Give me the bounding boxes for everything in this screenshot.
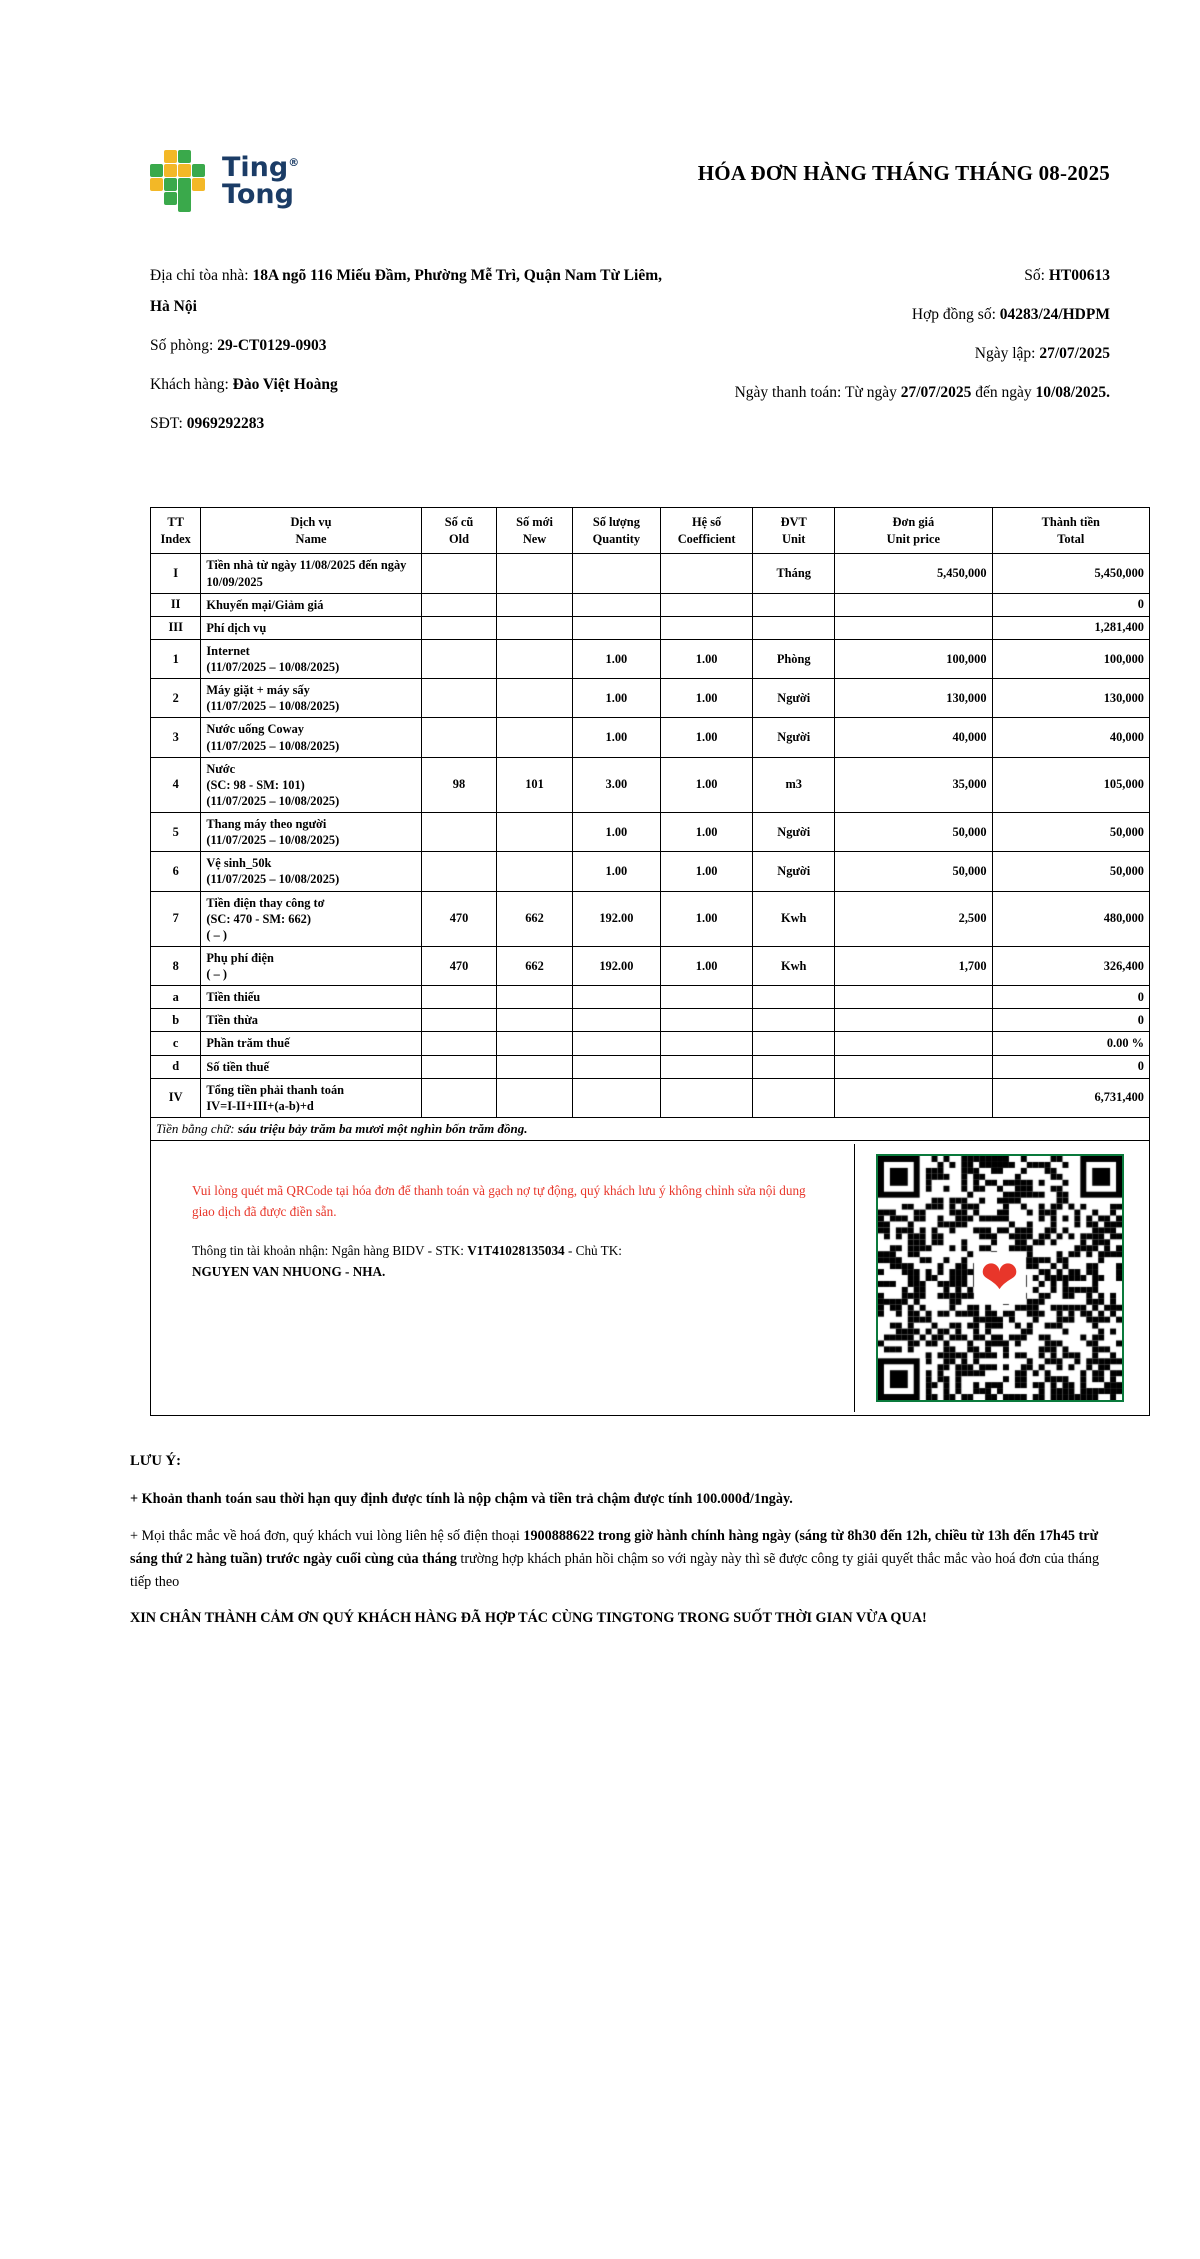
invoice-number-label: Số: bbox=[1024, 267, 1045, 284]
row-old bbox=[421, 1078, 497, 1117]
row-unit: Phòng bbox=[753, 639, 835, 678]
invoice-meta bbox=[0, 212, 1200, 447]
th-unit: ĐVT Unit bbox=[753, 508, 835, 554]
row-total: 0 bbox=[992, 593, 1149, 616]
row-old bbox=[421, 852, 497, 891]
invoice-number-line bbox=[665, 260, 1110, 291]
row-service-name: Phí dịch vụ bbox=[201, 616, 421, 639]
th-coefficient: Hệ số Coefficient bbox=[660, 508, 752, 554]
row-old bbox=[421, 1009, 497, 1032]
row-unit-price bbox=[835, 986, 992, 1009]
table-row bbox=[151, 1055, 1150, 1078]
note-item-2 bbox=[130, 1525, 1120, 1594]
bank-account-mid: - Chủ TK: bbox=[564, 1243, 622, 1259]
row-quantity: 1.00 bbox=[572, 718, 660, 757]
row-service-name: Phụ phí điện ( – ) bbox=[201, 946, 421, 985]
table-row bbox=[151, 1078, 1150, 1117]
row-old bbox=[421, 718, 497, 757]
invoice-table-wrap bbox=[0, 447, 1200, 1416]
amount-in-words-value: sáu triệu bảy trăm ba mươi một nghìn bốn trăm đồng. bbox=[237, 1120, 528, 1136]
payment-period-to: 10/08/2025. bbox=[1035, 384, 1110, 401]
row-unit bbox=[753, 986, 835, 1009]
row-new bbox=[497, 554, 573, 593]
row-index: 2 bbox=[151, 679, 201, 718]
row-quantity: 1.00 bbox=[572, 639, 660, 678]
building-address-label: Địa chỉ tòa nhà: bbox=[150, 267, 249, 284]
row-unit-price bbox=[835, 1055, 992, 1078]
phone-line bbox=[150, 408, 665, 439]
bank-account-owner: NGUYEN VAN NHUONG - NHA. bbox=[192, 1264, 386, 1280]
row-quantity bbox=[572, 1078, 660, 1117]
row-total: 326,400 bbox=[992, 946, 1149, 985]
notes-section bbox=[0, 1416, 1200, 1629]
table-row bbox=[151, 1009, 1150, 1032]
row-old bbox=[421, 813, 497, 852]
row-service-name: Thang máy theo người (11/07/2025 – 10/08/2025) bbox=[201, 813, 421, 852]
row-unit: m3 bbox=[753, 757, 835, 812]
issue-date-value: 27/07/2025 bbox=[1039, 345, 1110, 362]
table-row bbox=[151, 946, 1150, 985]
customer-line bbox=[150, 369, 665, 400]
row-quantity bbox=[572, 1032, 660, 1055]
row-coefficient: 1.00 bbox=[660, 639, 752, 678]
row-unit bbox=[753, 1032, 835, 1055]
table-row bbox=[151, 891, 1150, 946]
row-old bbox=[421, 593, 497, 616]
table-header-row bbox=[151, 508, 1150, 554]
table-row bbox=[151, 679, 1150, 718]
row-unit: Người bbox=[753, 718, 835, 757]
row-old bbox=[421, 679, 497, 718]
table-row bbox=[151, 852, 1150, 891]
row-total: 0 bbox=[992, 1055, 1149, 1078]
row-new bbox=[497, 1032, 573, 1055]
customer-value: Đào Việt Hoàng bbox=[232, 376, 338, 393]
row-new bbox=[497, 718, 573, 757]
row-service-name: Internet (11/07/2025 – 10/08/2025) bbox=[201, 639, 421, 678]
row-service-name: Khuyến mại/Giảm giá bbox=[201, 593, 421, 616]
notes-title: LƯU Ý: bbox=[130, 1452, 181, 1469]
row-index: 5 bbox=[151, 813, 201, 852]
bank-account-prefix: Thông tin tài khoản nhận: Ngân hàng BIDV - STK: bbox=[192, 1243, 468, 1259]
row-service-name: Nước uống Coway (11/07/2025 – 10/08/2025) bbox=[201, 718, 421, 757]
th-index: TT Index bbox=[151, 508, 201, 554]
row-quantity: 1.00 bbox=[572, 852, 660, 891]
payment-period-label2: đến ngày bbox=[975, 384, 1032, 401]
note-item-1 bbox=[130, 1488, 1120, 1511]
row-total: 50,000 bbox=[992, 852, 1149, 891]
invoice-table-body bbox=[151, 554, 1150, 1118]
row-index: I bbox=[151, 554, 201, 593]
row-unit-price: 130,000 bbox=[835, 679, 992, 718]
row-quantity bbox=[572, 1009, 660, 1032]
document-header bbox=[0, 0, 1200, 212]
invoice-table-head bbox=[151, 508, 1150, 554]
row-old bbox=[421, 616, 497, 639]
room-number-value: 29-CT0129-0903 bbox=[217, 337, 327, 354]
table-row bbox=[151, 1032, 1150, 1055]
contract-number-line bbox=[665, 299, 1110, 330]
row-unit-price: 40,000 bbox=[835, 718, 992, 757]
row-old bbox=[421, 1055, 497, 1078]
row-unit bbox=[753, 1009, 835, 1032]
th-new: Số mới New bbox=[497, 508, 573, 554]
phone-label: SĐT: bbox=[150, 415, 183, 432]
brand-logo bbox=[150, 140, 410, 212]
table-row bbox=[151, 986, 1150, 1009]
row-old: 470 bbox=[421, 891, 497, 946]
page-title: HÓA ĐƠN HÀNG THÁNG THÁNG 08-2025 bbox=[697, 161, 1110, 185]
row-total: 480,000 bbox=[992, 891, 1149, 946]
row-coefficient: 1.00 bbox=[660, 852, 752, 891]
row-unit-price: 5,450,000 bbox=[835, 554, 992, 593]
row-total: 5,450,000 bbox=[992, 554, 1149, 593]
table-row bbox=[151, 593, 1150, 616]
th-quantity: Số lượng Quantity bbox=[572, 508, 660, 554]
row-index: 3 bbox=[151, 718, 201, 757]
row-total: 0.00 % bbox=[992, 1032, 1149, 1055]
row-unit-price bbox=[835, 616, 992, 639]
row-quantity: 3.00 bbox=[572, 757, 660, 812]
row-unit: Người bbox=[753, 852, 835, 891]
payment-period-label: Ngày thanh toán: Từ ngày bbox=[734, 384, 897, 401]
contract-number-value: 04283/24/HDPM bbox=[999, 306, 1110, 323]
row-unit-price: 50,000 bbox=[835, 813, 992, 852]
row-unit: Kwh bbox=[753, 946, 835, 985]
row-quantity bbox=[572, 593, 660, 616]
row-old bbox=[421, 1032, 497, 1055]
issue-date-line bbox=[665, 338, 1110, 369]
row-service-name: Vệ sinh_50k (11/07/2025 – 10/08/2025) bbox=[201, 852, 421, 891]
invoice-table bbox=[150, 507, 1150, 1416]
row-new: 101 bbox=[497, 757, 573, 812]
row-service-name: Tiền điện thay công tơ (SC: 470 - SM: 662) ( – ) bbox=[201, 891, 421, 946]
row-index: IV bbox=[151, 1078, 201, 1117]
issue-date-label: Ngày lập: bbox=[974, 345, 1036, 362]
row-index: 4 bbox=[151, 757, 201, 812]
row-coefficient: 1.00 bbox=[660, 813, 752, 852]
table-row bbox=[151, 813, 1150, 852]
payment-period-line bbox=[665, 377, 1110, 408]
row-coefficient bbox=[660, 1078, 752, 1117]
table-row bbox=[151, 718, 1150, 757]
row-index: 6 bbox=[151, 852, 201, 891]
row-total: 40,000 bbox=[992, 718, 1149, 757]
row-service-name: Tiền nhà từ ngày 11/08/2025 đến ngày 10/09/2025 bbox=[201, 554, 421, 593]
note-2-c: trước ngày cuối cùng của tháng bbox=[262, 1550, 457, 1567]
row-new bbox=[497, 813, 573, 852]
building-address-line bbox=[150, 260, 665, 322]
row-coefficient bbox=[660, 1009, 752, 1032]
note-2-a: + Mọi thắc mắc về hoá đơn, quý khách vui lòng liên hệ số điện thoại bbox=[130, 1527, 524, 1544]
phone-value: 0969292283 bbox=[186, 415, 265, 432]
note-1-prefix: + bbox=[130, 1490, 142, 1507]
heart-icon: ❤ bbox=[980, 1251, 1019, 1303]
note-1-text: Khoản thanh toán sau thời hạn quy định được tính là nộp chậm và tiền trả chậm được tính 100.000đ/1ngày. bbox=[141, 1490, 793, 1507]
row-index: 7 bbox=[151, 891, 201, 946]
row-coefficient: 1.00 bbox=[660, 891, 752, 946]
row-quantity: 1.00 bbox=[572, 813, 660, 852]
row-index: II bbox=[151, 593, 201, 616]
row-unit bbox=[753, 593, 835, 616]
brand-line2: Tong bbox=[222, 179, 294, 210]
row-service-name: Số tiền thuế bbox=[201, 1055, 421, 1078]
meta-right-column bbox=[665, 260, 1140, 447]
meta-left-column bbox=[150, 260, 665, 447]
row-quantity bbox=[572, 1055, 660, 1078]
row-index: 8 bbox=[151, 946, 201, 985]
row-unit-price bbox=[835, 1032, 992, 1055]
row-service-name: Máy giặt + máy sấy (11/07/2025 – 10/08/2025) bbox=[201, 679, 421, 718]
row-index: III bbox=[151, 616, 201, 639]
row-unit bbox=[753, 1055, 835, 1078]
note-2-b: 1900888622 trong giờ hành chính hàng ngày (sáng từ 8h30 đến 12h, chiều từ 13h đến 17h45 trừ sáng thứ 2 hàng tuần) bbox=[130, 1527, 1099, 1567]
amount-in-words-label: Tiền bằng chữ: bbox=[156, 1120, 235, 1136]
row-coefficient: 1.00 bbox=[660, 946, 752, 985]
payment-info bbox=[156, 1144, 854, 1412]
row-service-name: Tiền thiếu bbox=[201, 986, 421, 1009]
row-index: b bbox=[151, 1009, 201, 1032]
row-new: 662 bbox=[497, 891, 573, 946]
row-unit-price: 2,500 bbox=[835, 891, 992, 946]
row-index: c bbox=[151, 1032, 201, 1055]
row-total: 50,000 bbox=[992, 813, 1149, 852]
row-coefficient bbox=[660, 616, 752, 639]
row-new bbox=[497, 616, 573, 639]
row-new bbox=[497, 639, 573, 678]
payment-cell bbox=[151, 1140, 1150, 1415]
row-unit-price bbox=[835, 1078, 992, 1117]
row-unit-price: 50,000 bbox=[835, 852, 992, 891]
row-coefficient bbox=[660, 1055, 752, 1078]
row-unit: Người bbox=[753, 679, 835, 718]
th-total: Thành tiền Total bbox=[992, 508, 1149, 554]
row-coefficient: 1.00 bbox=[660, 757, 752, 812]
invoice-table-footer bbox=[151, 1117, 1150, 1415]
row-total: 0 bbox=[992, 986, 1149, 1009]
amount-in-words-cell bbox=[151, 1117, 1150, 1140]
row-new bbox=[497, 852, 573, 891]
row-coefficient: 1.00 bbox=[660, 718, 752, 757]
brand-line1: Ting bbox=[222, 152, 289, 183]
qr-code[interactable] bbox=[876, 1154, 1124, 1402]
row-old bbox=[421, 554, 497, 593]
row-old bbox=[421, 639, 497, 678]
row-old: 98 bbox=[421, 757, 497, 812]
row-coefficient bbox=[660, 1032, 752, 1055]
customer-label: Khách hàng: bbox=[150, 376, 229, 393]
row-total: 100,000 bbox=[992, 639, 1149, 678]
row-total: 105,000 bbox=[992, 757, 1149, 812]
row-unit-price bbox=[835, 593, 992, 616]
row-unit bbox=[753, 616, 835, 639]
bank-account-number: V1T41028135034 bbox=[467, 1243, 565, 1259]
th-old: Số cũ Old bbox=[421, 508, 497, 554]
row-new: 662 bbox=[497, 946, 573, 985]
row-quantity: 192.00 bbox=[572, 946, 660, 985]
row-service-name: Phần trăm thuế bbox=[201, 1032, 421, 1055]
room-number-label: Số phòng: bbox=[150, 337, 214, 354]
row-total: 1,281,400 bbox=[992, 616, 1149, 639]
row-index: d bbox=[151, 1055, 201, 1078]
row-quantity: 192.00 bbox=[572, 891, 660, 946]
row-total: 0 bbox=[992, 1009, 1149, 1032]
row-quantity: 1.00 bbox=[572, 679, 660, 718]
row-unit: Người bbox=[753, 813, 835, 852]
row-new bbox=[497, 593, 573, 616]
qr-warning-text: Vui lòng quét mã QRCode tại hóa đơn để thanh toán và gạch nợ tự động, quý khách lưu ý không chỉnh sửa nội dung giao dịch đã được điền sẵn. bbox=[192, 1182, 806, 1220]
row-new bbox=[497, 1009, 573, 1032]
room-number-line bbox=[150, 330, 665, 361]
row-old bbox=[421, 986, 497, 1009]
row-index: a bbox=[151, 986, 201, 1009]
row-service-name: Tiền thừa bbox=[201, 1009, 421, 1032]
row-unit: Kwh bbox=[753, 891, 835, 946]
building-address-value: 18A ngõ 116 Miếu Đầm, Phường Mễ Trì, Quận Nam Từ Liêm, Hà Nội bbox=[150, 267, 662, 315]
payment-row bbox=[151, 1140, 1150, 1415]
row-unit-price: 100,000 bbox=[835, 639, 992, 678]
brand-sup: ® bbox=[288, 156, 300, 169]
table-row bbox=[151, 757, 1150, 812]
row-quantity bbox=[572, 554, 660, 593]
row-new bbox=[497, 1078, 573, 1117]
table-row bbox=[151, 616, 1150, 639]
row-coefficient bbox=[660, 554, 752, 593]
row-unit-price: 35,000 bbox=[835, 757, 992, 812]
qr-code-cell bbox=[854, 1144, 1144, 1412]
contract-number-label: Hợp đồng số: bbox=[911, 306, 996, 323]
invoice-number-value: HT00613 bbox=[1048, 267, 1110, 284]
amount-in-words-row bbox=[151, 1117, 1150, 1140]
row-service-name: Tổng tiền phải thanh toán IV=I-II+III+(a-b)+d bbox=[201, 1078, 421, 1117]
th-unit-price: Đơn giá Unit price bbox=[835, 508, 992, 554]
row-new bbox=[497, 1055, 573, 1078]
brand-wordmark bbox=[222, 154, 299, 208]
row-coefficient bbox=[660, 593, 752, 616]
table-row bbox=[151, 554, 1150, 593]
tingtong-logo-icon bbox=[150, 150, 212, 212]
row-unit-price: 1,700 bbox=[835, 946, 992, 985]
table-row bbox=[151, 639, 1150, 678]
row-total: 130,000 bbox=[992, 679, 1149, 718]
row-index: 1 bbox=[151, 639, 201, 678]
payment-period-from: 27/07/2025 bbox=[900, 384, 972, 401]
row-service-name: Nước (SC: 98 - SM: 101) (11/07/2025 – 10/08/2025) bbox=[201, 757, 421, 812]
row-quantity bbox=[572, 616, 660, 639]
thank-you-text: XIN CHÂN THÀNH CẢM ƠN QUÝ KHÁCH HÀNG ĐÃ HỢP TÁC CÙNG TINGTONG TRONG SUỐT THỜI GIAN VỪA QUA! bbox=[130, 1609, 927, 1626]
row-coefficient bbox=[660, 986, 752, 1009]
row-total: 6,731,400 bbox=[992, 1078, 1149, 1117]
row-unit bbox=[753, 1078, 835, 1117]
row-old: 470 bbox=[421, 946, 497, 985]
row-coefficient: 1.00 bbox=[660, 679, 752, 718]
row-new bbox=[497, 986, 573, 1009]
bank-account-text bbox=[192, 1240, 828, 1282]
row-unit: Tháng bbox=[753, 554, 835, 593]
note-2-d: trường hợp khách phản hồi chậm so với ngày này thì sẽ được công ty giải quyết thắc mắc vào hoá đơn của tháng tiếp theo bbox=[130, 1550, 1100, 1590]
row-new bbox=[497, 679, 573, 718]
row-unit-price bbox=[835, 1009, 992, 1032]
row-quantity bbox=[572, 986, 660, 1009]
th-name: Dịch vụ Name bbox=[201, 508, 421, 554]
